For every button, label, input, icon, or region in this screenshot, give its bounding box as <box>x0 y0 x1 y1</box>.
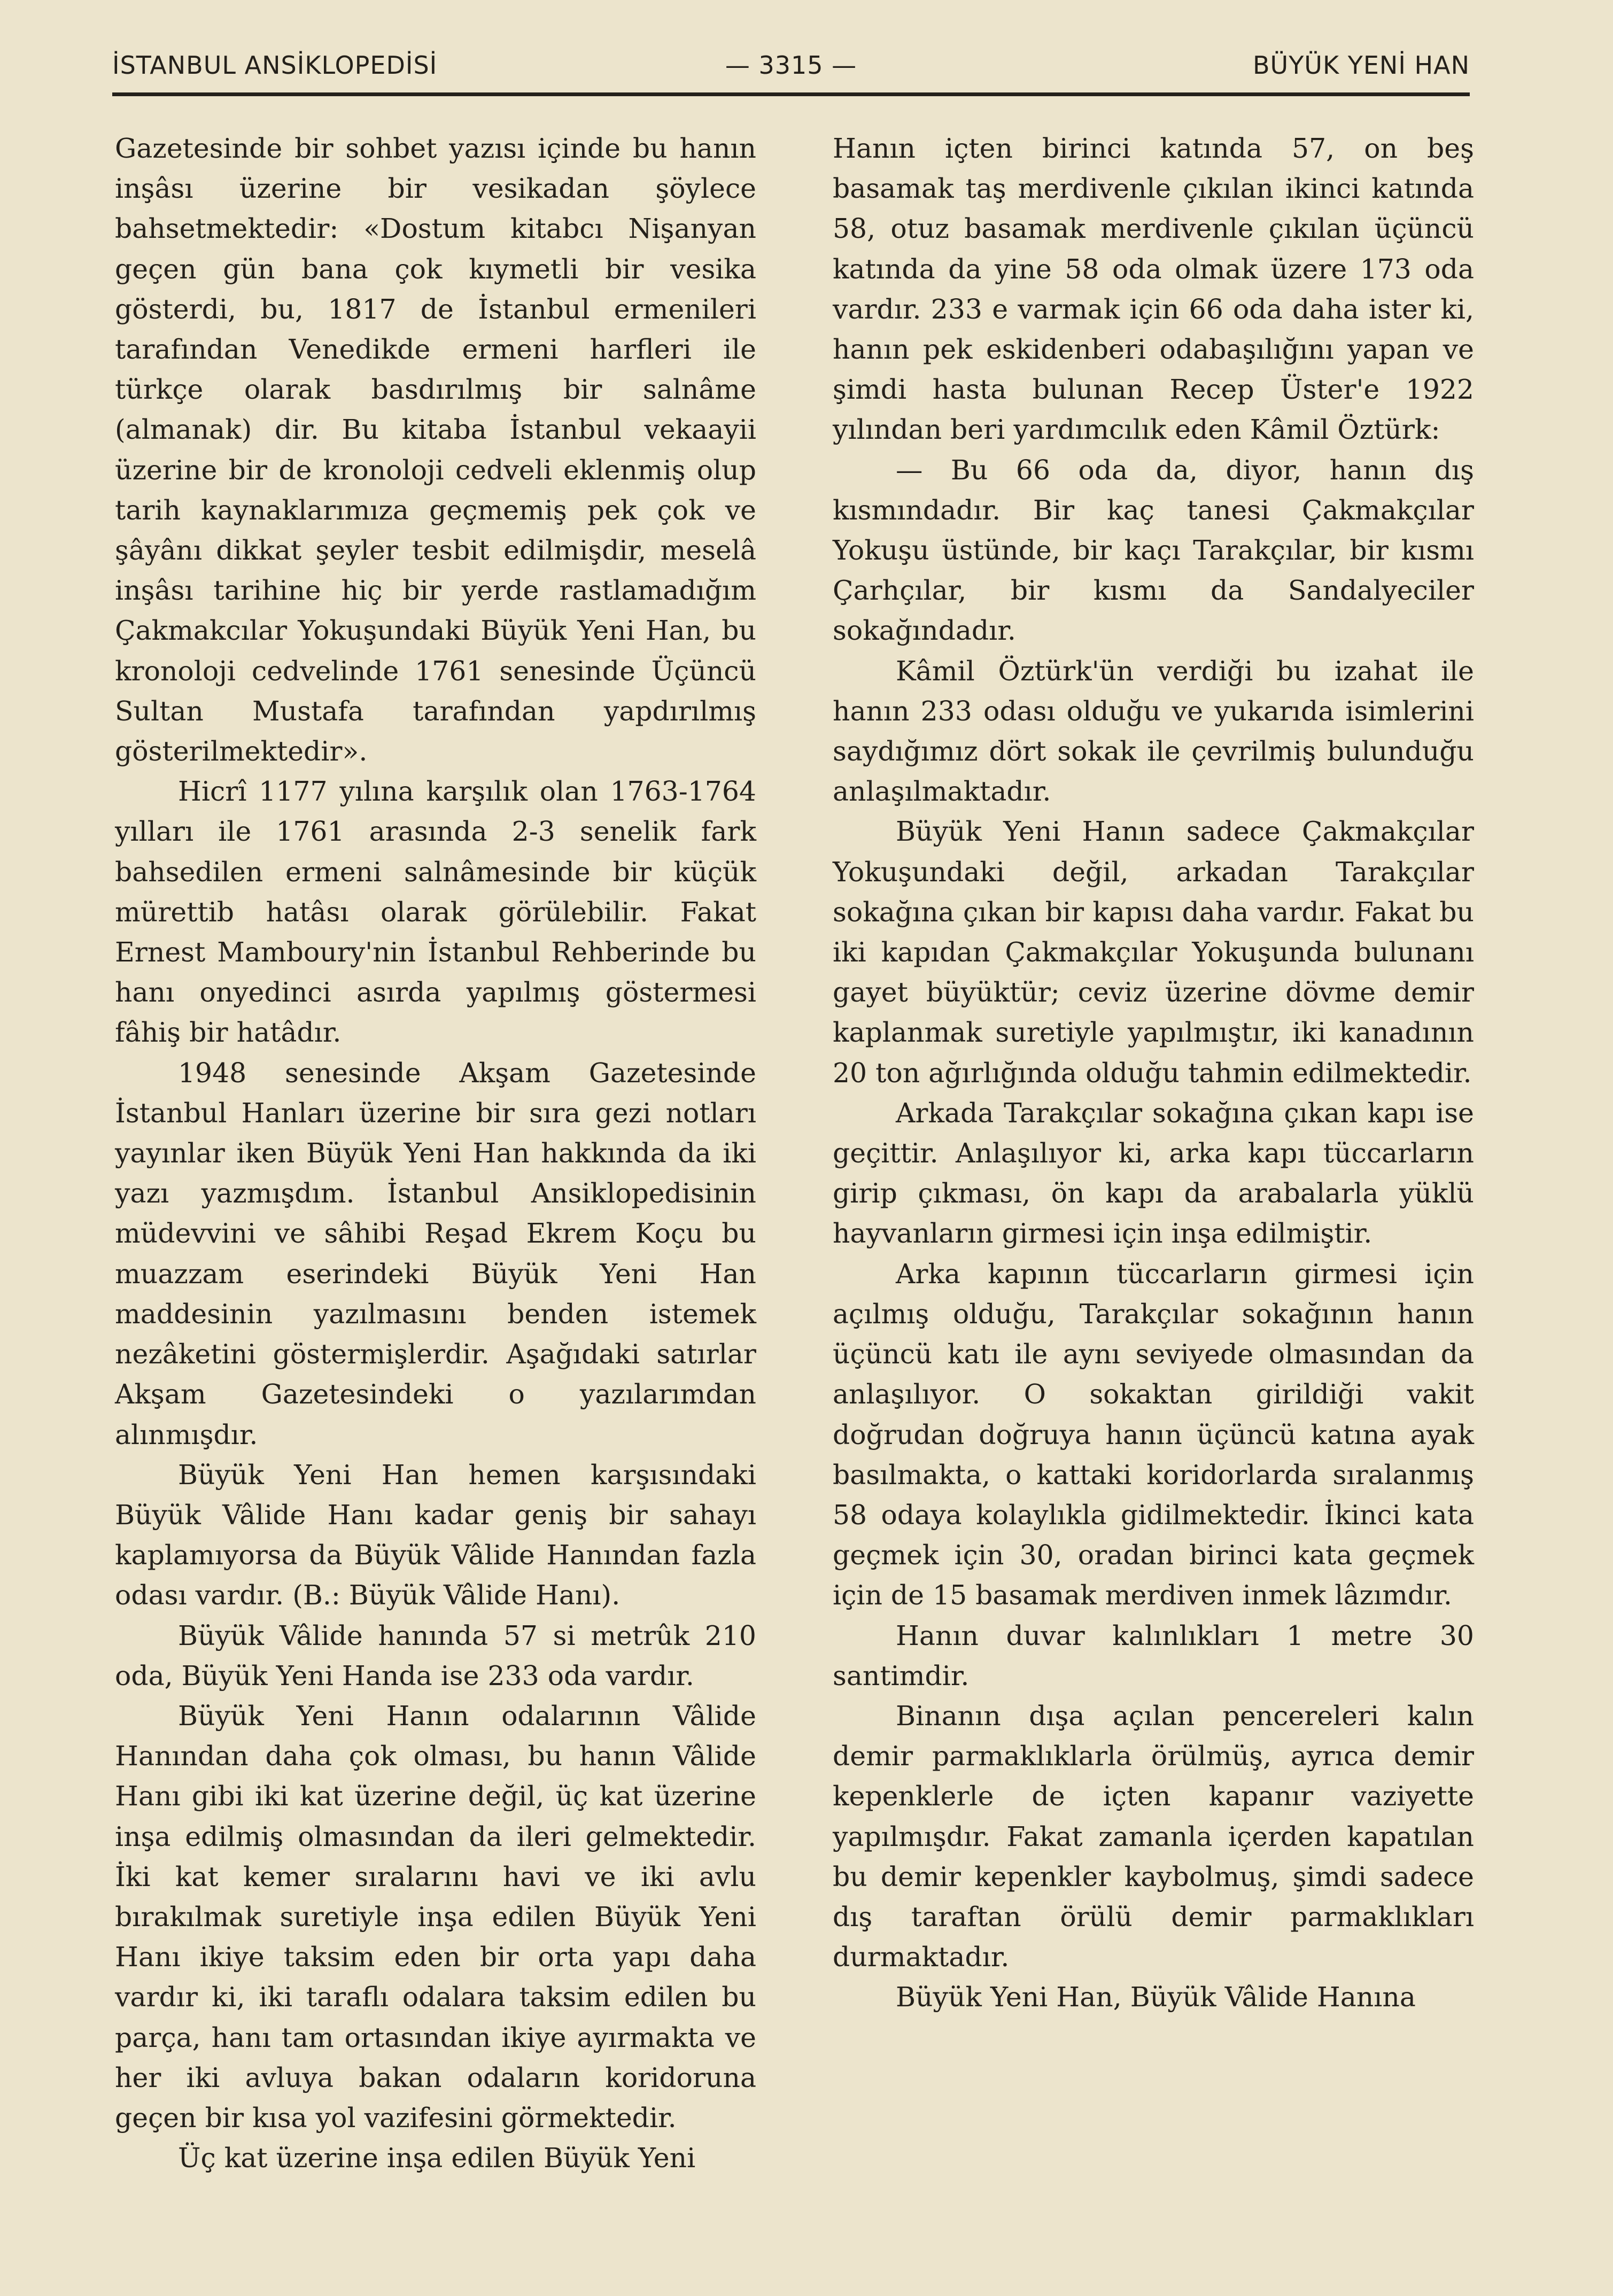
header-entry-title: BÜYÜK YENİ HAN <box>1252 51 1470 80</box>
paragraph: Hicrî 1177 yılına karşılık olan 1763-1764 yılları ile 1761 arasında 2-3 senelik fark bahsedilen ermeni salnâmesinde bir küçük mürettib hatâsı olarak görülebilir. Fakat Ernest Mamboury'nin İstanbul Rehberinde bu hanı onyedinci asırda yapılmış göstermesi fâhiş bir hatâdır. <box>115 775 756 1049</box>
paragraph: Büyük Yeni Han, Büyük Vâlide Hanına <box>896 1981 1416 2013</box>
left-column <box>115 128 756 2178</box>
paragraph: Büyük Vâlide hanında 57 si metrûk 210 oda, Büyük Yeni Handa ise 233 oda vardır. <box>115 1619 756 1692</box>
paragraph: 1948 senesinde Akşam Gazetesinde İstanbul Hanları üzerine bir sıra gezi notları yayınlar iken Büyük Yeni Han hakkında da iki yazı yazmışdım. İstanbul Ansiklopedisinin müdevvini ve sâhibi Reşad Ekrem Koçu bu muazzam eserindeki Büyük Yeni Han maddesinin yazılmasını benden istemek nezâketini göstermişlerdir. Aşağıdaki satırlar Akşam Gazetesindeki o yazılarımdan alınmışdır. <box>115 1057 756 1450</box>
paragraph: Arka kapının tüccarların girmesi için açılmış olduğu, Tarakçılar sokağının hanın üçüncü katı ile aynı seviyede olmasından da anlaşılıyor. O sokaktan girildiği vakit doğrudan doğruya hanın üçüncü katına ayak basılmakta, o kattaki koridorlarda sıralanmış 58 odaya kolaylıkla gidilmektedir. İkinci kata geçmek için 30, oradan birinci kata geçmek için de 15 basamak merdiven inmek lâzımdır. <box>833 1258 1474 1611</box>
paragraph: Üç kat üzerine inşa edilen Büyük Yeni <box>178 2142 696 2174</box>
paragraph: Büyük Yeni Hanın sadece Çakmakçılar Yokuşundaki değil, arkadan Tarakçılar sokağına çıkan bir kapısı daha vardır. Fakat bu iki kapıdan Çakmakçılar Yokuşunda bulunanı gayet büyüktür; ceviz üzerine dövme demir kaplanmak suretiyle yapılmıştır, iki kanadının 20 ton ağırlığında olduğu tahmin edilmektedir. <box>833 816 1474 1089</box>
paragraph: Büyük Yeni Han hemen karşısındaki Büyük Vâlide Hanı kadar geniş bir sahayı kaplamıyorsa da Büyük Vâlide Hanından fazla odası vardır. (B.: Büyük Vâlide Hanı). <box>115 1459 756 1611</box>
header-rule <box>112 92 1470 96</box>
paragraph: Büyük Yeni Hanın odalarının Vâlide Hanından daha çok olması, bu hanın Vâlide Hanı gibi iki kat üzerine değil, üç kat üzerine inşa edilmiş olmasından da ileri gelmektedir. İki kat kemer sıralarını havi ve iki avlu bırakılmak suretiyle inşa edilen Büyük Yeni Hanı ikiye taksim eden bir orta yapı daha vardır ki, iki taraflı odalara taksim edilen bu parça, hanı tam ortasından ikiye ayırmakta ve her iki avluya bakan odaların koridoruna geçen bir kısa yol vazifesini görmektedir. <box>115 1700 756 2134</box>
paragraph: Kâmil Öztürk'ün verdiği bu izahat ile hanın 233 odası olduğu ve yukarıda isimlerini saydığımız dört sokak ile çevrilmiş bulunduğu anlaşılmaktadır. <box>833 655 1474 808</box>
header-encyclopedia-title: İSTANBUL ANSİKLOPEDİSİ <box>112 51 438 80</box>
page-number: — 3315 — <box>725 51 857 80</box>
paragraph: Hanın içten birinci katında 57, on beş basamak taş merdivenle çıkılan ikinci katında 58, otuz basamak merdivenle çıkılan üçüncü katında da yine 58 oda olmak üzere 173 oda vardır. 233 e varmak için 66 oda daha ister ki, hanın pek eskidenberi odabaşılığını yapan ve şimdi hasta bulunan Recep Üster'e 1922 yılından beri yardımcılık eden Kâmil Öztürk: <box>833 133 1474 446</box>
paragraph: Hanın duvar kalınlıkları 1 metre 30 santimdir. <box>833 1619 1474 1692</box>
right-column <box>833 128 1474 2018</box>
running-header <box>112 51 1470 88</box>
paragraph: Binanın dışa açılan pencereleri kalın demir parmaklıklarla örülmüş, ayrıca demir kepenklerle de içten kapanır vaziyette yapılmışdır. Fakat zamanla içerden kapatılan bu demir kepenkler kaybolmuş, şimdi sadece dış taraftan örülü demir parmaklıkları durmaktadır. <box>833 1700 1474 1973</box>
paragraph: Gazetesinde bir sohbet yazısı içinde bu hanın inşâsı üzerine bir vesikadan şöylece bahsetmektedir: «Dostum kitabcı Nişanyan geçen gün bana çok kıymetli bir vesika gösterdi, bu, 1817 de İstanbul ermenileri tarafından Venedikde ermeni harfleri ile türkçe olarak basdırılmış bir salnâme (almanak) dir. Bu kitaba İstanbul vekaayii üzerine bir de kronoloji cedveli eklenmiş olup tarih kaynaklarımıza geçmemiş pek çok ve şâyânı dikkat şeyler tesbit edilmişdir, meselâ inşâsı tarihine hiç bir yerde rastlamadığım Çakmakcılar Yokuşundaki Büyük Yeni Han, bu kronoloji cedvelinde 1761 senesinde Üçüncü Sultan Mustafa tarafından yapdırılmış gösterilmektedir». <box>115 133 756 767</box>
paragraph: — Bu 66 oda da, diyor, hanın dış kısmındadır. Bir kaç tanesi Çakmakçılar Yokuşu üstünde, bir kaçı Tarakçılar, bir kısmı Çarhçılar, bir kısmı da Sandalyeciler sokağındadır. <box>833 454 1474 647</box>
paragraph: Arkada Tarakçılar sokağına çıkan kapı ise geçittir. Anlaşılıyor ki, arka kapı tüccarların girip çıkması, ön kapı da arabalarla yüklü hayvanların girmesi için inşa edilmiştir. <box>833 1097 1474 1250</box>
